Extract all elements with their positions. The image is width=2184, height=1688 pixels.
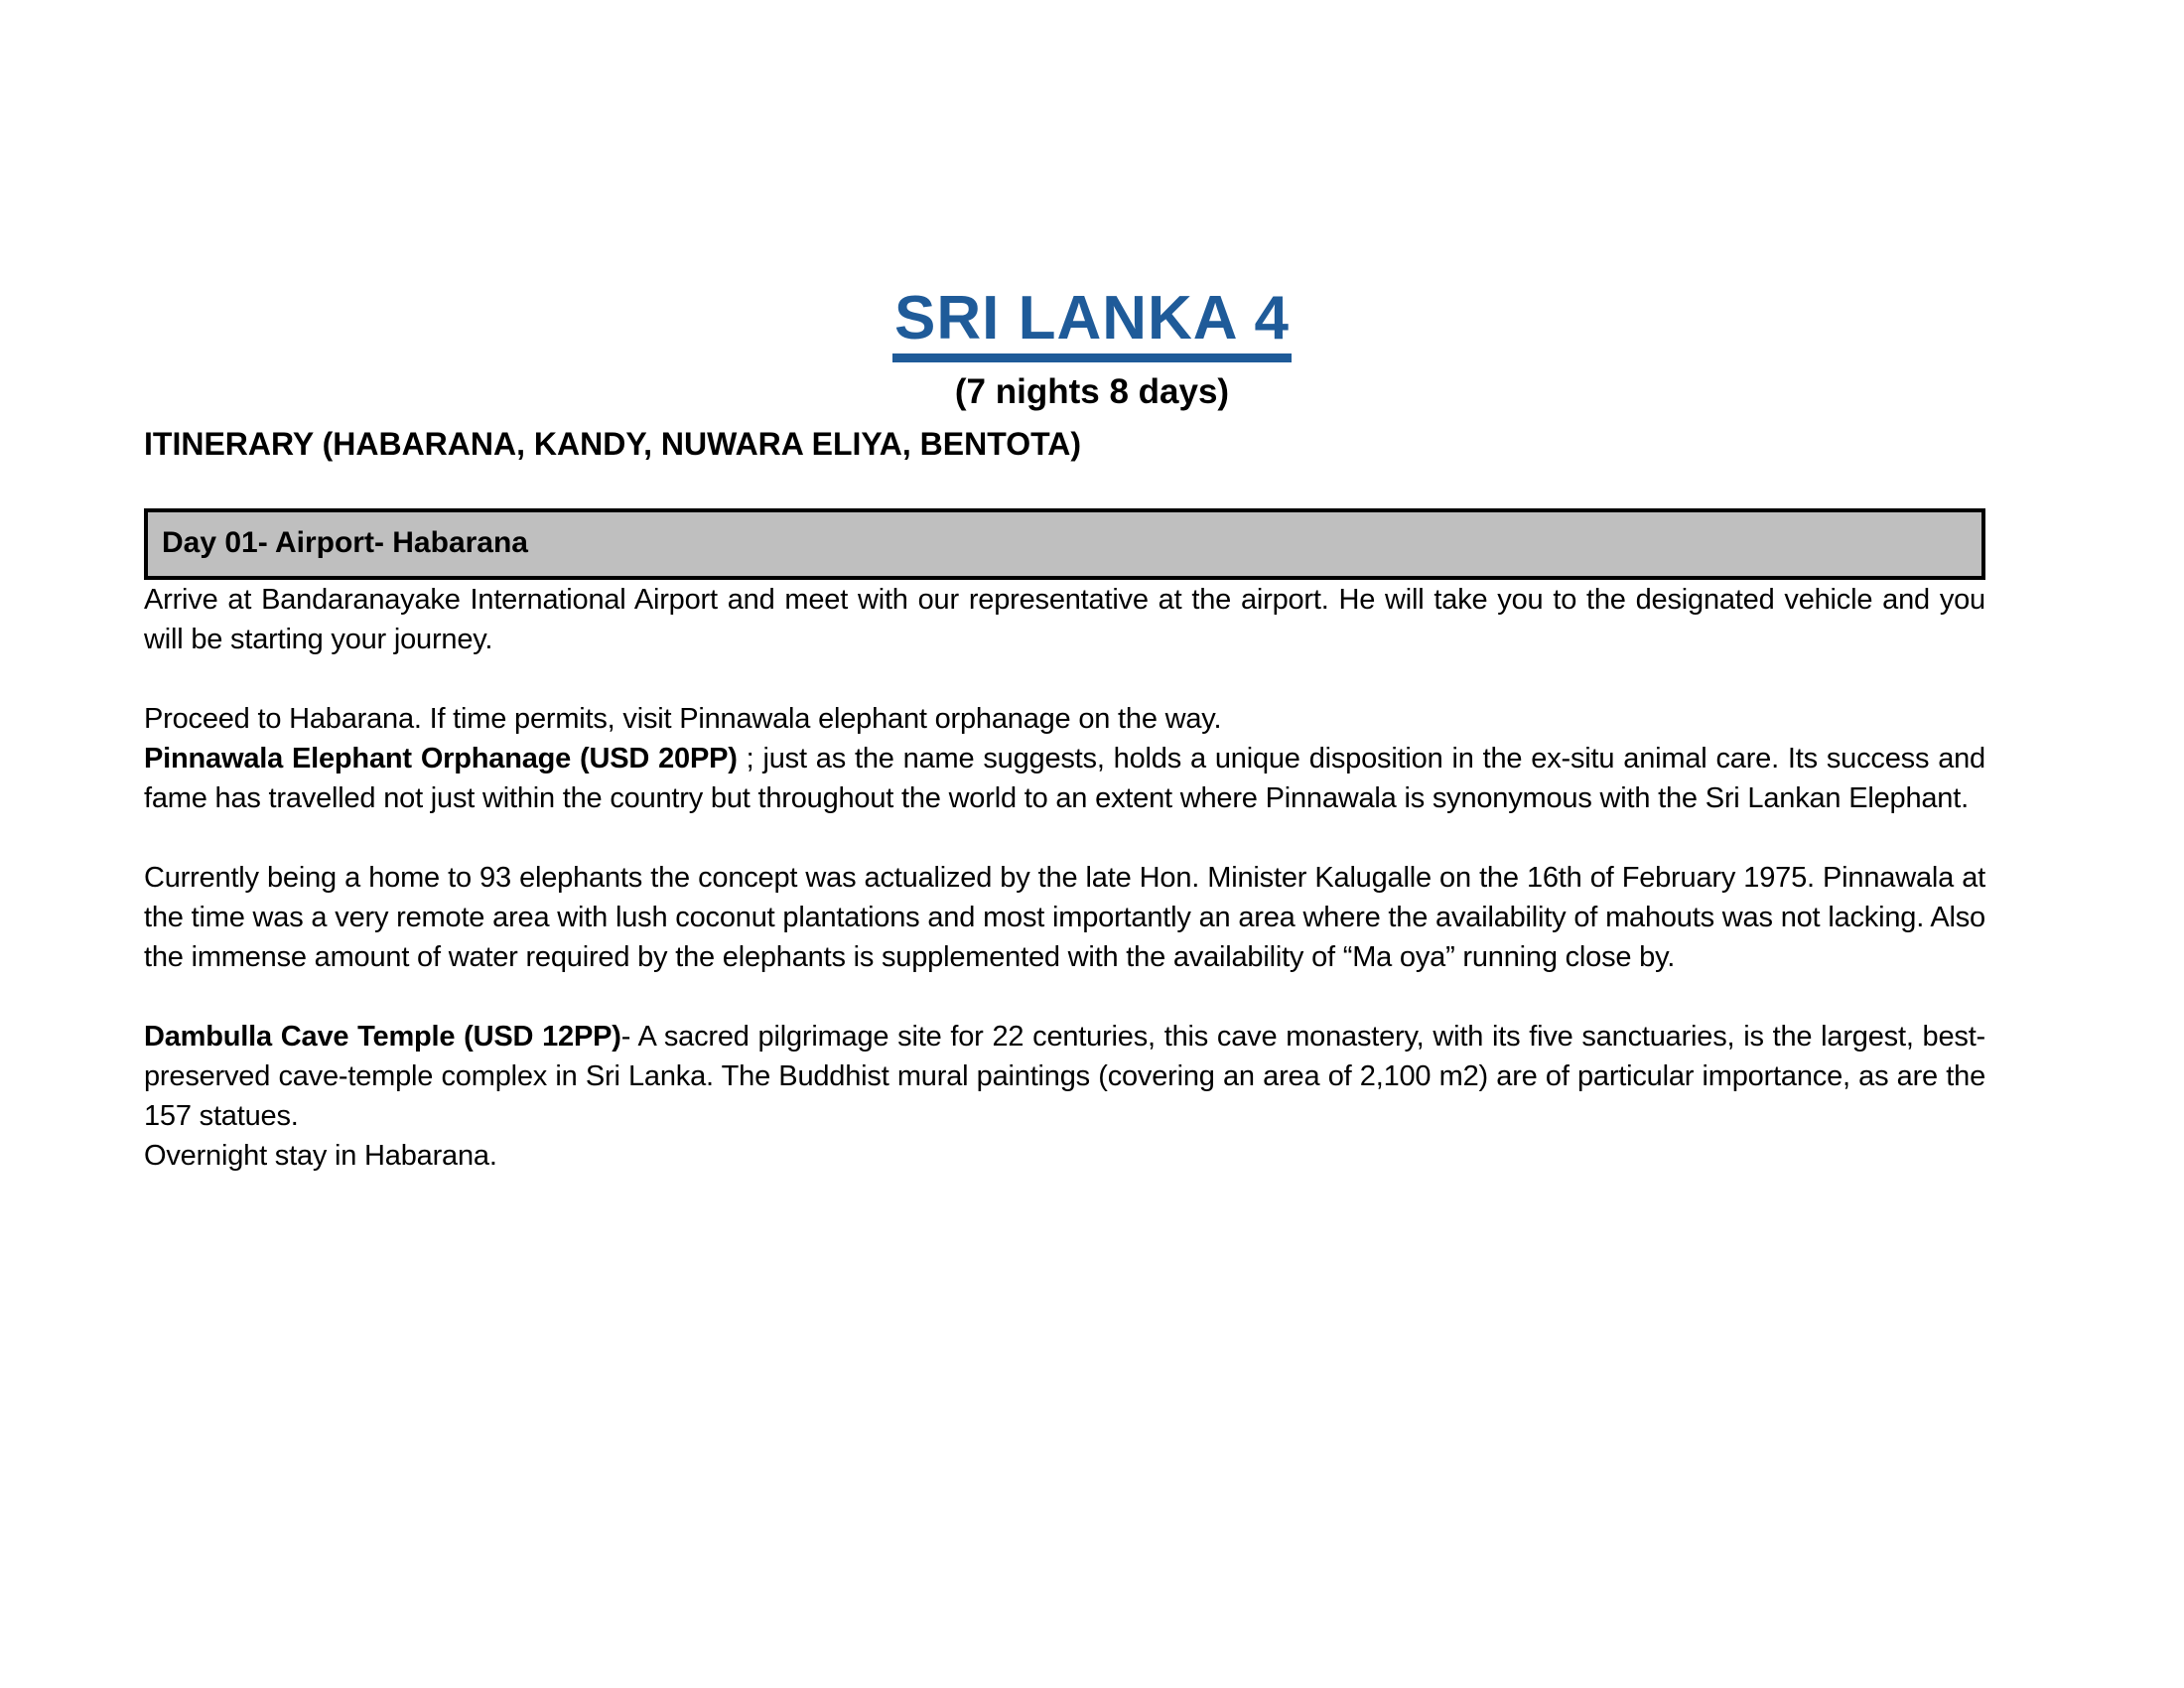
paragraph-group-pinnawala <box>144 699 1985 818</box>
pinnawala-bold-label: Pinnawala Elephant Orphanage (USD 20PP) <box>144 742 738 774</box>
paragraph-dambulla <box>144 1017 1985 1136</box>
dambulla-bold-label: Dambulla Cave Temple (USD 12PP) <box>144 1020 621 1053</box>
page-title-text: SRI LANKA 4 <box>892 286 1292 362</box>
paragraph-history: Currently being a home to 93 elephants the concept was actualized by the late Hon. Minister Kalugalle on the 16th of February 1975. Pinnawala at the time was a very remote area with lush coconut plantations and most importantly an area where the availability of mahouts was not lacking. Also the immense amount of water required by the elephants is supplemented with the availability of “Ma oya” running close by. <box>144 861 1985 973</box>
paragraph-pinnawala <box>144 739 1985 818</box>
day-banner <box>144 508 1985 580</box>
title-block <box>0 286 2184 412</box>
paragraph-arrival: Arrive at Bandaranayake International Airport and meet with our representative at the airport. He will take you to the designated vehicle and you will be starting your journey. <box>144 583 1985 655</box>
page-title <box>0 286 2184 362</box>
paragraph-proceed: Proceed to Habarana. If time permits, visit Pinnawala elephant orphanage on the way. <box>144 702 1222 735</box>
paragraph-group-dambulla <box>144 1017 1985 1176</box>
dambulla-description: - A sacred pilgrimage site for 22 centuries, this cave monastery, with its five sanctuaries, is the largest, best-preserved cave-temple complex in Sri Lanka. The Buddhist mural paintings (covering an area of 2,100 m2) are of particular importance, as are the 157 statues. <box>144 1020 1986 1132</box>
pinnawala-description: ; just as the name suggests, holds a unique disposition in the ex-situ animal care. Its success and fame has travelled not just within the country but throughout the world to an extent where Pinnawala is synonymous with the Sri Lankan Elephant. <box>144 742 1985 814</box>
page-subtitle: (7 nights 8 days) <box>954 372 1230 412</box>
paragraph-overnight: Overnight stay in Habarana. <box>144 1139 497 1172</box>
day-banner-label: Day 01- Airport- Habarana <box>162 525 528 559</box>
itinerary-heading: ITINERARY (HABARANA, KANDY, NUWARA ELIYA, BENTOTA) <box>144 426 1082 463</box>
